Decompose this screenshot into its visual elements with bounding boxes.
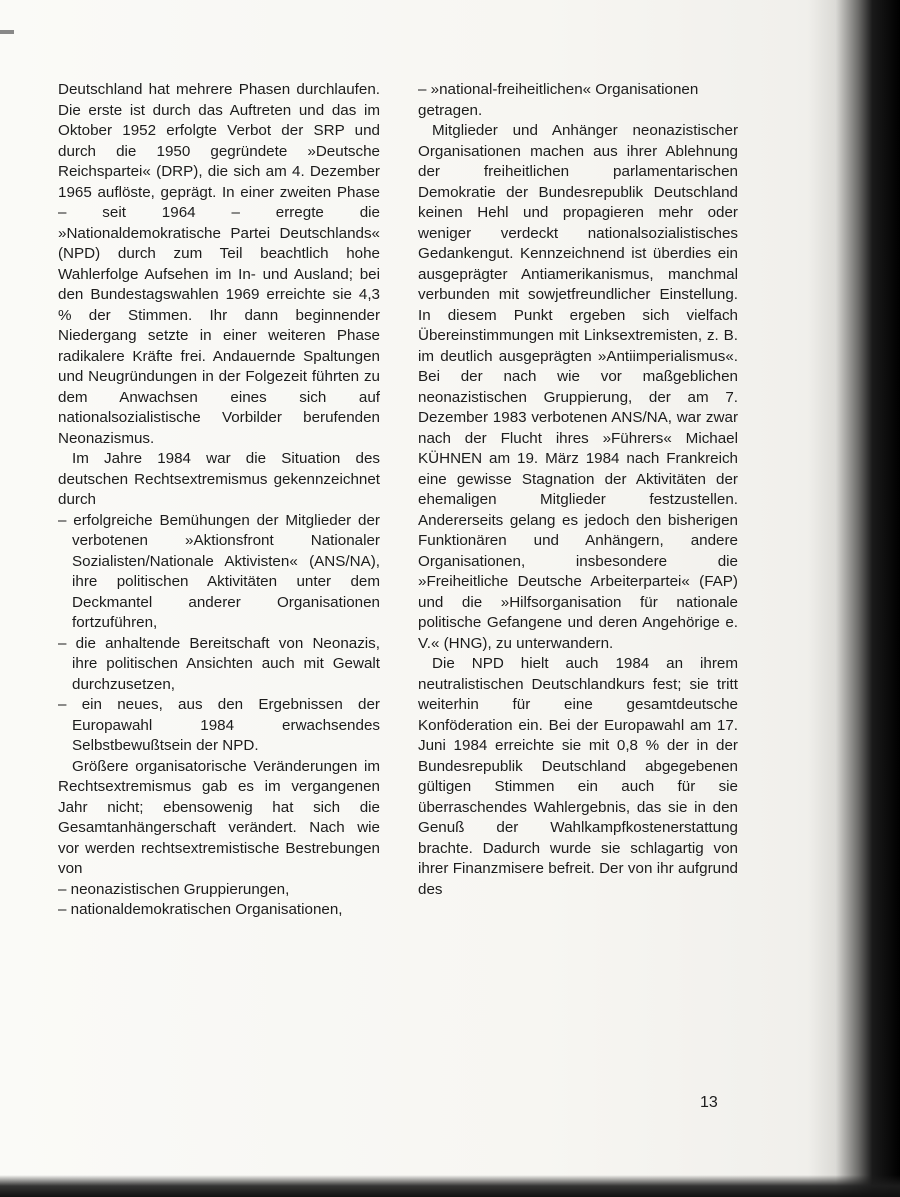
paragraph-neonazi-members: Mitglieder und Anhänger neonazistischer Organisationen machen aus ihrer Ablehnung der freiheitlichen parlamentarischen Demokratie der Bundesrepublik Deutschland keinen Hehl und propagieren mehr oder weniger verdeckt nationalsozialistisches Gedankengut. Kennzeichnend ist überdies ein ausgeprägter Antiamerikanismus, manchmal verbunden mit sowjetfreundlicher Einstellung. In diesem Punkt ergeben sich vielfach Übereinstimmungen mit Linksextremisten, z. B. im deutlich ausgeprägten »Antiimperialismus«. Bei der nach wie vor maßgeblichen neonazistischen Gruppierung, der am 7. Dezember 1983 verbotenen ANS/NA, war zwar nach der Flucht ihres »Führers« Michael KÜHNEN am 19. März 1984 nach Frankreich eine gewisse Stagnation der Aktivitäten der ehemaligen Mitglieder festzustellen. Andererseits gelang es jedoch den bisherigen Funktionären und Anhängern, andere Organisationen, insbesondere die »Freiheitliche Deutsche Arbeiterpartei« (FAP) und die »Hilfsorganisation für nationale politische Gefangene und deren Angehörige e. V.« (HNG), zu unterwandern. — [418, 122, 738, 652]
list-item: – die anhaltende Bereitschaft von Neonazis, ihre politischen Ansichten auch mit Gewalt durchzusetzen, — [58, 634, 380, 693]
list-item: – »national-freiheitlichen« Organisationen — [418, 81, 699, 98]
paragraph-getragen: getragen. — [418, 101, 483, 119]
page-number: 13 — [700, 1094, 718, 1111]
paragraph-npd-1984: Die NPD hielt auch 1984 an ihrem neutralistischen Deutschlandkurs fest; sie tritt weiterhin für eine gesamtdeutsche Konföderation ein. Bei der Europawahl am 17. Juni 1984 erreichte sie mit 0,8 % der in der Bundesrepublik Deutschland abgegebenen gültigen Stimmen ein auch für sie überraschendes Wahlergebnis, das sie in den Genuß der Wahlkampfkostenerstattung brachte. Dadurch wurde sie schlagartig von ihrer Finanzmisere befreit. Der von ihr aufgrund des — [418, 655, 738, 898]
list-item: – neonazistischen Gruppierungen, — [58, 880, 290, 898]
scan-mark — [0, 30, 14, 34]
page-bottom-edge — [0, 1175, 900, 1197]
right-column — [418, 80, 738, 900]
left-column — [58, 80, 380, 921]
book-spine-shadow — [808, 0, 900, 1197]
list-item: – erfolgreiche Bemühungen der Mitglieder der verbotenen »Aktionsfront Nationaler Sozialisten/Nationale Aktivisten« (ANS/NA), ihre politischen Aktivitäten unter dem Deckmantel anderer Organisationen fortzuführen, — [58, 511, 380, 631]
paragraph-phases: Deutschland hat mehrere Phasen durchlaufen. Die erste ist durch das Auftreten und das im Oktober 1952 erfolgte Verbot der SRP und durch die 1950 gegründete »Deutsche Reichspartei« (DRP), die sich am 4. Dezember 1965 auflöste, geprägt. In einer zweiten Phase – seit 1964 – erregte die »Nationaldemokratische Partei Deutschlands« (NPD) durch zum Teil beachtlich hohe Wahlerfolge Aufsehen im In- und Ausland; bei den Bundestagswahlen 1969 erreichte sie 4,3 % der Stimmen. Ihr dann beginnender Niedergang setzte in einer weiteren Phase radikalere Kräfte frei. Andauernde Spaltungen und Neugründungen in der Folgezeit führten zu dem Anwachsen eines sich auf nationalsozialistische Vorbilder berufenden Neonazismus. — [58, 81, 380, 447]
list-item: – nationaldemokratischen Organisationen, — [58, 901, 343, 918]
paragraph-situation-1984: Im Jahre 1984 war die Situation des deutschen Rechtsextremismus gekennzeichnet durch — [58, 450, 380, 508]
paragraph-organisational-changes: Größere organisatorische Veränderungen im Rechtsextremismus gab es im vergangenen Jahr nicht; ebensowenig hat sich die Gesamtanhängerschaft verändert. Nach wie vor werden rechtsextremistische Bestrebungen von — [58, 757, 380, 877]
list-item: – ein neues, aus den Ergebnissen der Europawahl 1984 erwachsendes Selbstbewußtsein der NPD. — [58, 696, 380, 754]
